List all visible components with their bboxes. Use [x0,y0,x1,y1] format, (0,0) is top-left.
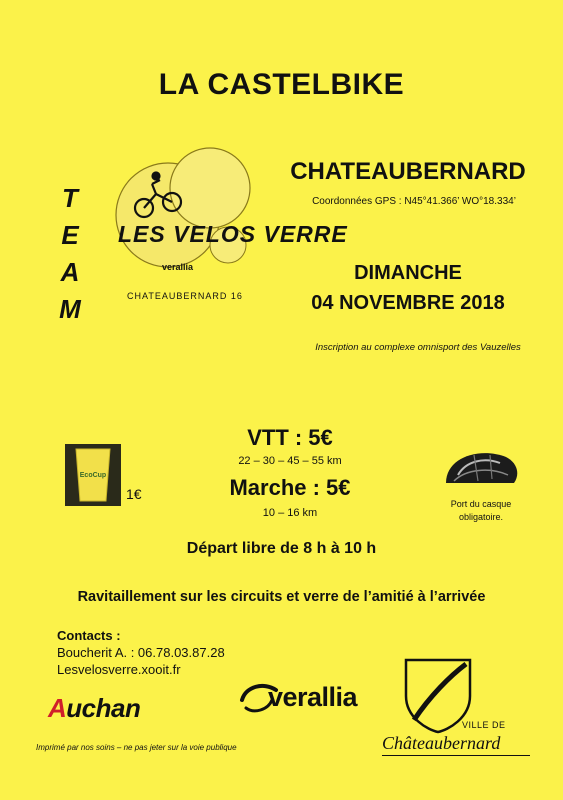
contacts-heading: Contacts : [57,628,121,643]
marche-price: Marche : 5€ [229,475,351,500]
vtt-distances: 22 – 30 – 45 – 55 km [238,455,342,467]
helmet-notice [436,498,526,524]
event-title: LA CASTELBIKE [158,68,405,101]
refreshment-info: Ravitaillement sur les circuits et verre de l’amitié à l’arrivée [77,589,486,605]
ecocup-label: EcoCup [79,472,107,479]
town-underline [382,755,530,756]
vtt-price: VTT : 5€ [247,425,333,450]
town-prefix: VILLE DE [462,720,506,730]
helmet-notice-line1: Port du casque [450,499,512,509]
print-footer: Imprimé par nos soins – ne pas jeter sur la voie publique [36,743,237,752]
contact-website: Lesvelosverre.xooit.fr [57,662,181,677]
ecocup-price: 1€ [126,486,142,502]
city-heading: CHATEAUBERNARD [290,158,526,185]
gps-coordinates: Coordonnées GPS : N45°41.366’ WO°18.334’ [312,196,516,207]
club-sponsor-label: verallia [162,262,194,272]
team-vertical-text [48,180,92,328]
departure-info: Départ libre de 8 h à 10 h [186,540,377,557]
club-city: CHATEAUBERNARD 16 [127,291,243,301]
helmet-icon [440,445,522,495]
team-letter-e: E [61,220,79,250]
helmet-notice-line2: obligatoire. [458,512,504,522]
auchan-logo [48,693,140,724]
auchan-logo-rest: uchan [66,693,141,723]
team-letter-a: A [60,257,80,287]
club-name: LES VELOS VERRE [118,221,348,247]
event-day: DIMANCHE [354,262,462,284]
team-letter-m: M [59,294,81,324]
team-letter-t: T [62,183,78,213]
auchan-logo-initial: A [48,693,67,723]
ecocup-icon [64,443,122,507]
town-name: Châteaubernard [382,733,501,753]
inscription-note: Inscription au complexe omnisport des Vauzelles [315,342,521,353]
event-full-date: 04 NOVEMBRE 2018 [311,292,505,314]
marche-distances: 10 – 16 km [262,507,318,519]
verallia-logo: verallia [268,682,358,712]
event-date [278,258,538,318]
contact-phone: Boucherit A. : 06.78.03.87.28 [57,645,225,660]
